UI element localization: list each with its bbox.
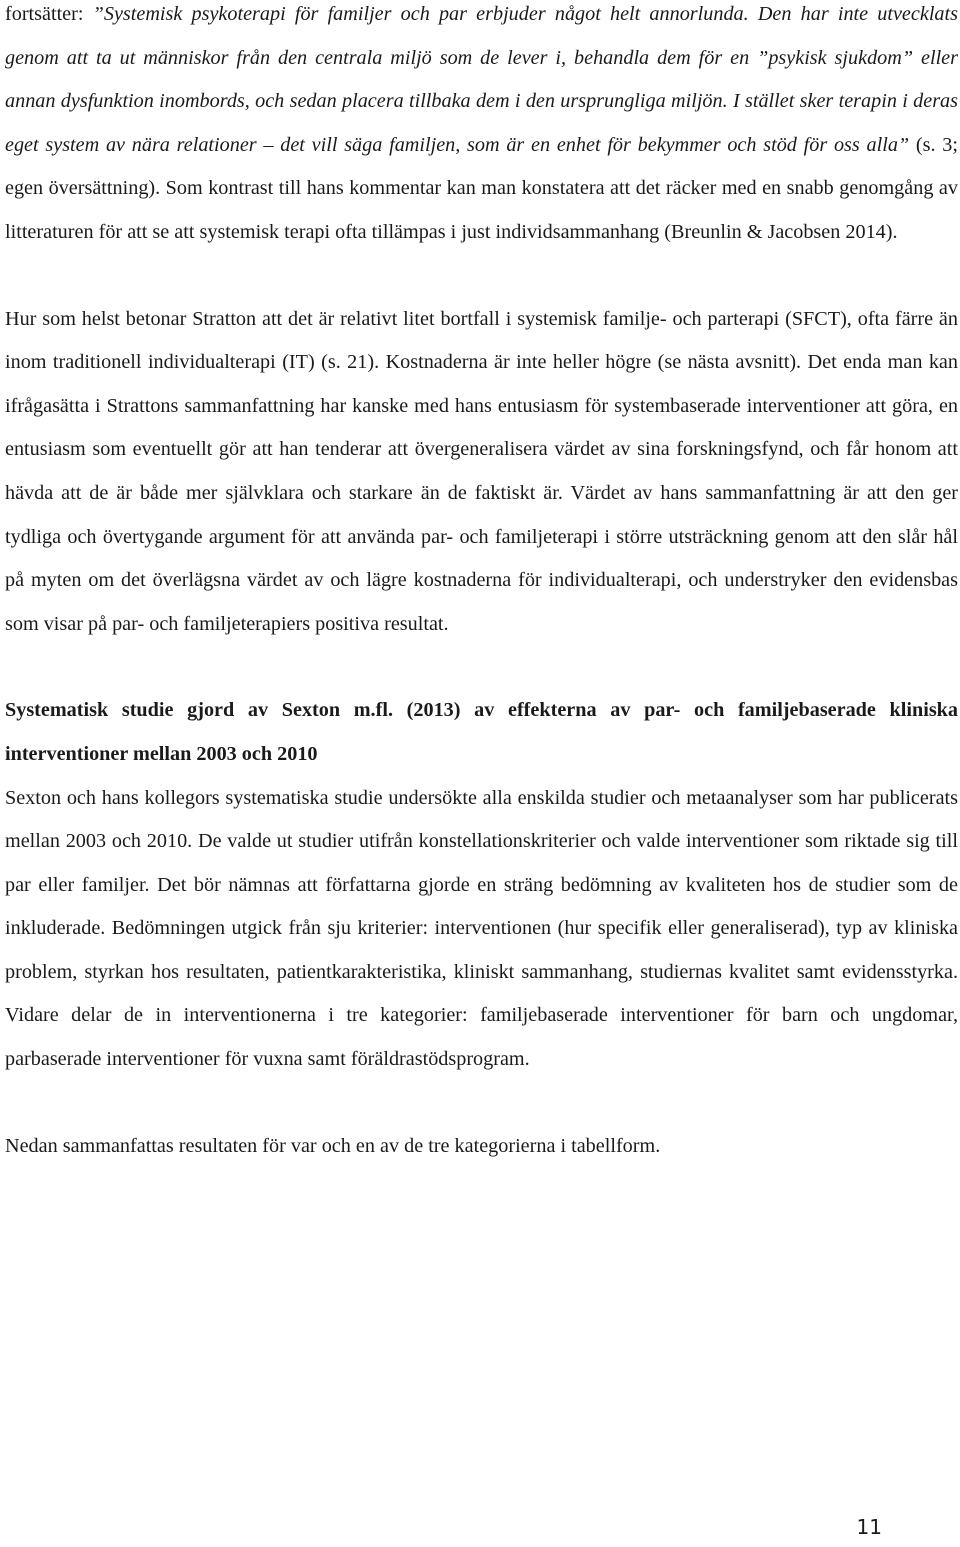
paragraph-lead: fortsätter: [5, 3, 93, 25]
paragraph-spacer [5, 646, 958, 689]
document-page [5, 0, 958, 1168]
paragraph-stratton-quote [5, 0, 958, 255]
paragraph-spacer [5, 1082, 958, 1125]
paragraph-rest: (s. 3; egen översättning). Som kontrast till hans kommentar kan man konstatera att det räcker med en snabb genomgång av litteraturen för att se att systemisk terapi ofta tillämpas i just individsammanhang (Breunlin & Jacobsen 2014). [5, 133, 958, 243]
paragraph-spacer [5, 255, 958, 298]
page-number: 11 [856, 1515, 882, 1539]
paragraph-sexton-study: Sexton och hans kollegors systematiska studie undersökte alla enskilda studier och metaanalyser som har publicerats mellan 2003 och 2010. De valde ut studier utifrån konstellationskriterier och valde interventioner som riktade sig till par eller familjer. Det bör nämnas att författarna gjorde en sträng bedömning av kvaliteten hos de studier som de inkluderade. Bedömningen utgick från sju kriterier: interventionen (hur specifik eller generaliserad), typ av kliniska problem, styrkan hos resultaten, patientkarakteristika, kliniskt sammanhang, studiernas kvalitet samt evidensstyrka. Vidare delar de in interventionerna i tre kategorier: familjebaserade interventioner för barn och ungdomar, parbaserade interventioner för vuxna samt föräldrastödsprogram. [5, 786, 958, 1071]
quote-text: ”Systemisk psykoterapi för familjer och par erbjuder något helt annorlunda. Den har inte utvecklats genom att ta ut människor från den centrala miljö som de lever i, behandla dem för en ”psykisk sjukdom” eller annan dysfunktion inombords, och sedan placera tillbaka dem i den ursprungliga miljön. I stället sker terapin i deras eget system av nära relationer – det vill säga familjen, som är en enhet för bekymmer och stöd för oss alla” [5, 3, 958, 156]
section-heading: Systematisk studie gjord av Sexton m.fl. (2013) av effekterna av par- och familjebaserade kliniska interventioner mellan 2003 och 2010 [5, 699, 958, 765]
paragraph-table-intro: Nedan sammanfattas resultaten för var och en av de tre kategorierna i tabellform. [5, 1134, 661, 1157]
paragraph-stratton-summary: Hur som helst betonar Stratton att det är relativt litet bortfall i systemisk familje- och parterapi (SFCT), ofta färre än inom traditionell individualterapi (IT) (s. 21). Kostnaderna är inte heller högre (se nästa avsnitt). Det enda man kan ifrågasätta i Strattons sammanfattning har kanske med hans entusiasm för systembaserade interventioner att göra, en entusiasm som eventuellt gör att han tenderar att övergeneralisera värdet av sina forskningsfynd, och får honom att hävda att de är både mer självklara och starkare än de faktiskt är. Värdet av hans sammanfattning är att den ger tydliga och övertygande argument för att använda par- och familjeterapi i större utsträckning genom att den slår hål på myten om det överlägsna värdet av och lägre kostnaderna för individualterapi, och understryker den evidensbas som visar på par- och familjeterapiers positiva resultat. [5, 307, 958, 635]
